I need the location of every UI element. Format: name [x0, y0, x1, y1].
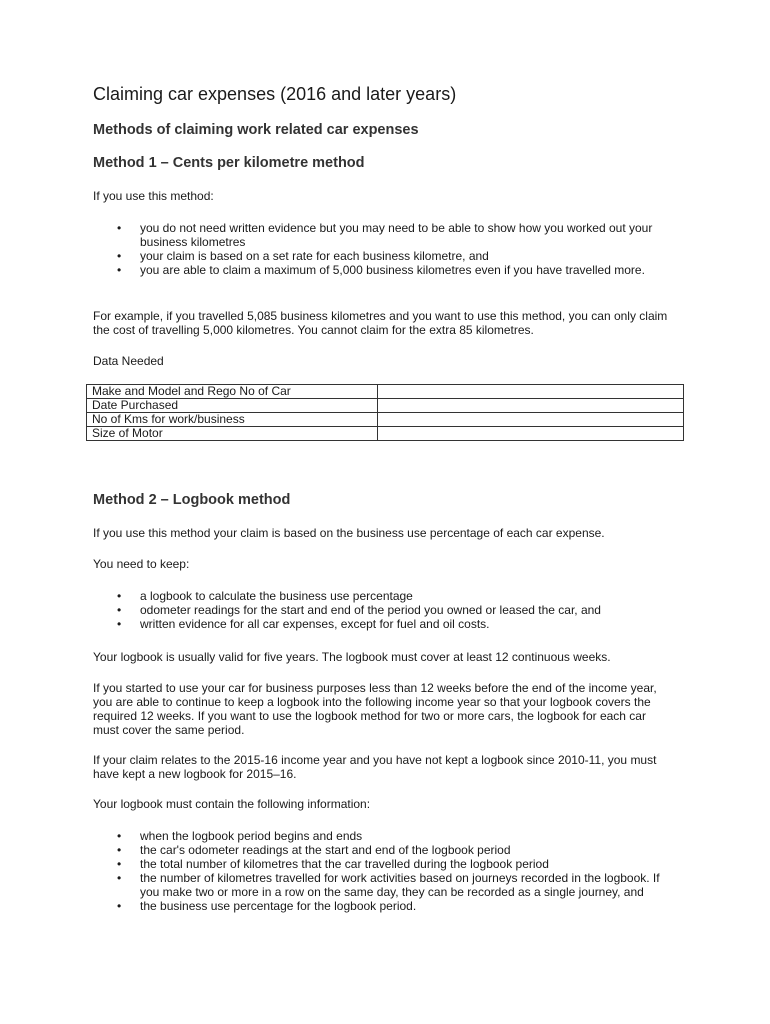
bullet-icon: •	[117, 617, 122, 631]
list-item	[93, 829, 673, 843]
bullet-text: written evidence for all car expenses, except for fuel and oil costs.	[140, 617, 490, 631]
table-row	[87, 427, 684, 441]
list-item	[93, 249, 673, 263]
method1-example: For example, if you travelled 5,085 business kilometres and you want to use this method, you can only claim the cost of travelling 5,000 kilometres. You cannot claim for the extra 85 kilometres.	[93, 309, 668, 337]
method1-intro: If you use this method:	[93, 189, 214, 203]
method1-bullet-list	[93, 221, 673, 277]
bullet-icon: •	[117, 263, 122, 277]
list-item	[93, 263, 673, 277]
bullet-text: the business use percentage for the logbook period.	[140, 899, 417, 913]
bullet-icon: •	[117, 829, 122, 843]
list-item	[93, 603, 673, 617]
list-item	[93, 221, 673, 249]
bullet-text: you are able to claim a maximum of 5,000 business kilometres even if you have travelled more.	[140, 263, 645, 277]
table-cell-value[interactable]	[378, 427, 684, 441]
bullet-text: the number of kilometres travelled for work activities based on journeys recorded in the logbook. If you make two or more in a row on the same day, they can be recorded as a single journey, and	[140, 871, 660, 899]
list-item	[93, 843, 673, 857]
bullet-text: the car's odometer readings at the start and end of the logbook period	[140, 843, 511, 857]
bullet-icon: •	[117, 249, 122, 263]
table-row	[87, 399, 684, 413]
table-cell-label: Size of Motor	[87, 427, 378, 441]
method1-heading: Method 1 – Cents per kilometre method	[93, 155, 365, 171]
method2-heading: Method 2 – Logbook method	[93, 492, 291, 508]
data-needed-table	[86, 384, 684, 441]
bullet-text: your claim is based on a set rate for each business kilometre, and	[140, 249, 489, 263]
bullet-icon: •	[117, 899, 122, 913]
bullet-text: you do not need written evidence but you may need to be able to show how you worked out your business kilometres	[140, 221, 653, 249]
list-item	[93, 899, 673, 913]
list-item	[93, 617, 673, 631]
table-cell-label: No of Kms for work/business	[87, 413, 378, 427]
list-item	[93, 589, 673, 603]
logbook-validity: Your logbook is usually valid for five years. The logbook must cover at least 12 continuous weeks.	[93, 650, 611, 664]
list-item	[93, 871, 673, 899]
table-row	[87, 385, 684, 399]
method2-intro: If you use this method your claim is based on the business use percentage of each car expense.	[93, 526, 605, 540]
table-cell-value[interactable]	[378, 413, 684, 427]
list-item	[93, 857, 673, 871]
logbook-started: If you started to use your car for business purposes less than 12 weeks before the end of the income year, you are able to continue to keep a logbook into the following income year so that your logbook covers the required 12 weeks. If you want to use the logbook method for two or more cars, the logbook for each car must cover the same period.	[93, 681, 657, 737]
bullet-text: when the logbook period begins and ends	[140, 829, 363, 843]
page-title: Claiming car expenses (2016 and later years)	[93, 84, 457, 104]
bullet-icon: •	[117, 221, 122, 235]
keep-bullet-list	[93, 589, 673, 631]
bullet-icon: •	[117, 857, 122, 871]
bullet-icon: •	[117, 871, 122, 885]
keep-label: You need to keep:	[93, 557, 190, 571]
bullet-icon: •	[117, 843, 122, 857]
bullet-text: odometer readings for the start and end of the period you owned or leased the car, and	[140, 603, 601, 617]
bullet-text: a logbook to calculate the business use percentage	[140, 589, 413, 603]
table-cell-label: Date Purchased	[87, 399, 378, 413]
data-needed-label: Data Needed	[93, 354, 164, 368]
bullet-icon: •	[117, 603, 122, 617]
table-cell-label: Make and Model and Rego No of Car	[87, 385, 378, 399]
contain-label: Your logbook must contain the following information:	[93, 797, 371, 811]
logbook-claim-relates: If your claim relates to the 2015-16 income year and you have not kept a logbook since 2010-11, you must have kept a new logbook for 2015–16.	[93, 753, 657, 781]
bullet-icon: •	[117, 589, 122, 603]
table-row	[87, 413, 684, 427]
methods-heading: Methods of claiming work related car expenses	[93, 122, 419, 138]
bullet-text: the total number of kilometres that the car travelled during the logbook period	[140, 857, 549, 871]
table-cell-value[interactable]	[378, 399, 684, 413]
table-cell-value[interactable]	[378, 385, 684, 399]
contain-bullet-list	[93, 829, 673, 913]
